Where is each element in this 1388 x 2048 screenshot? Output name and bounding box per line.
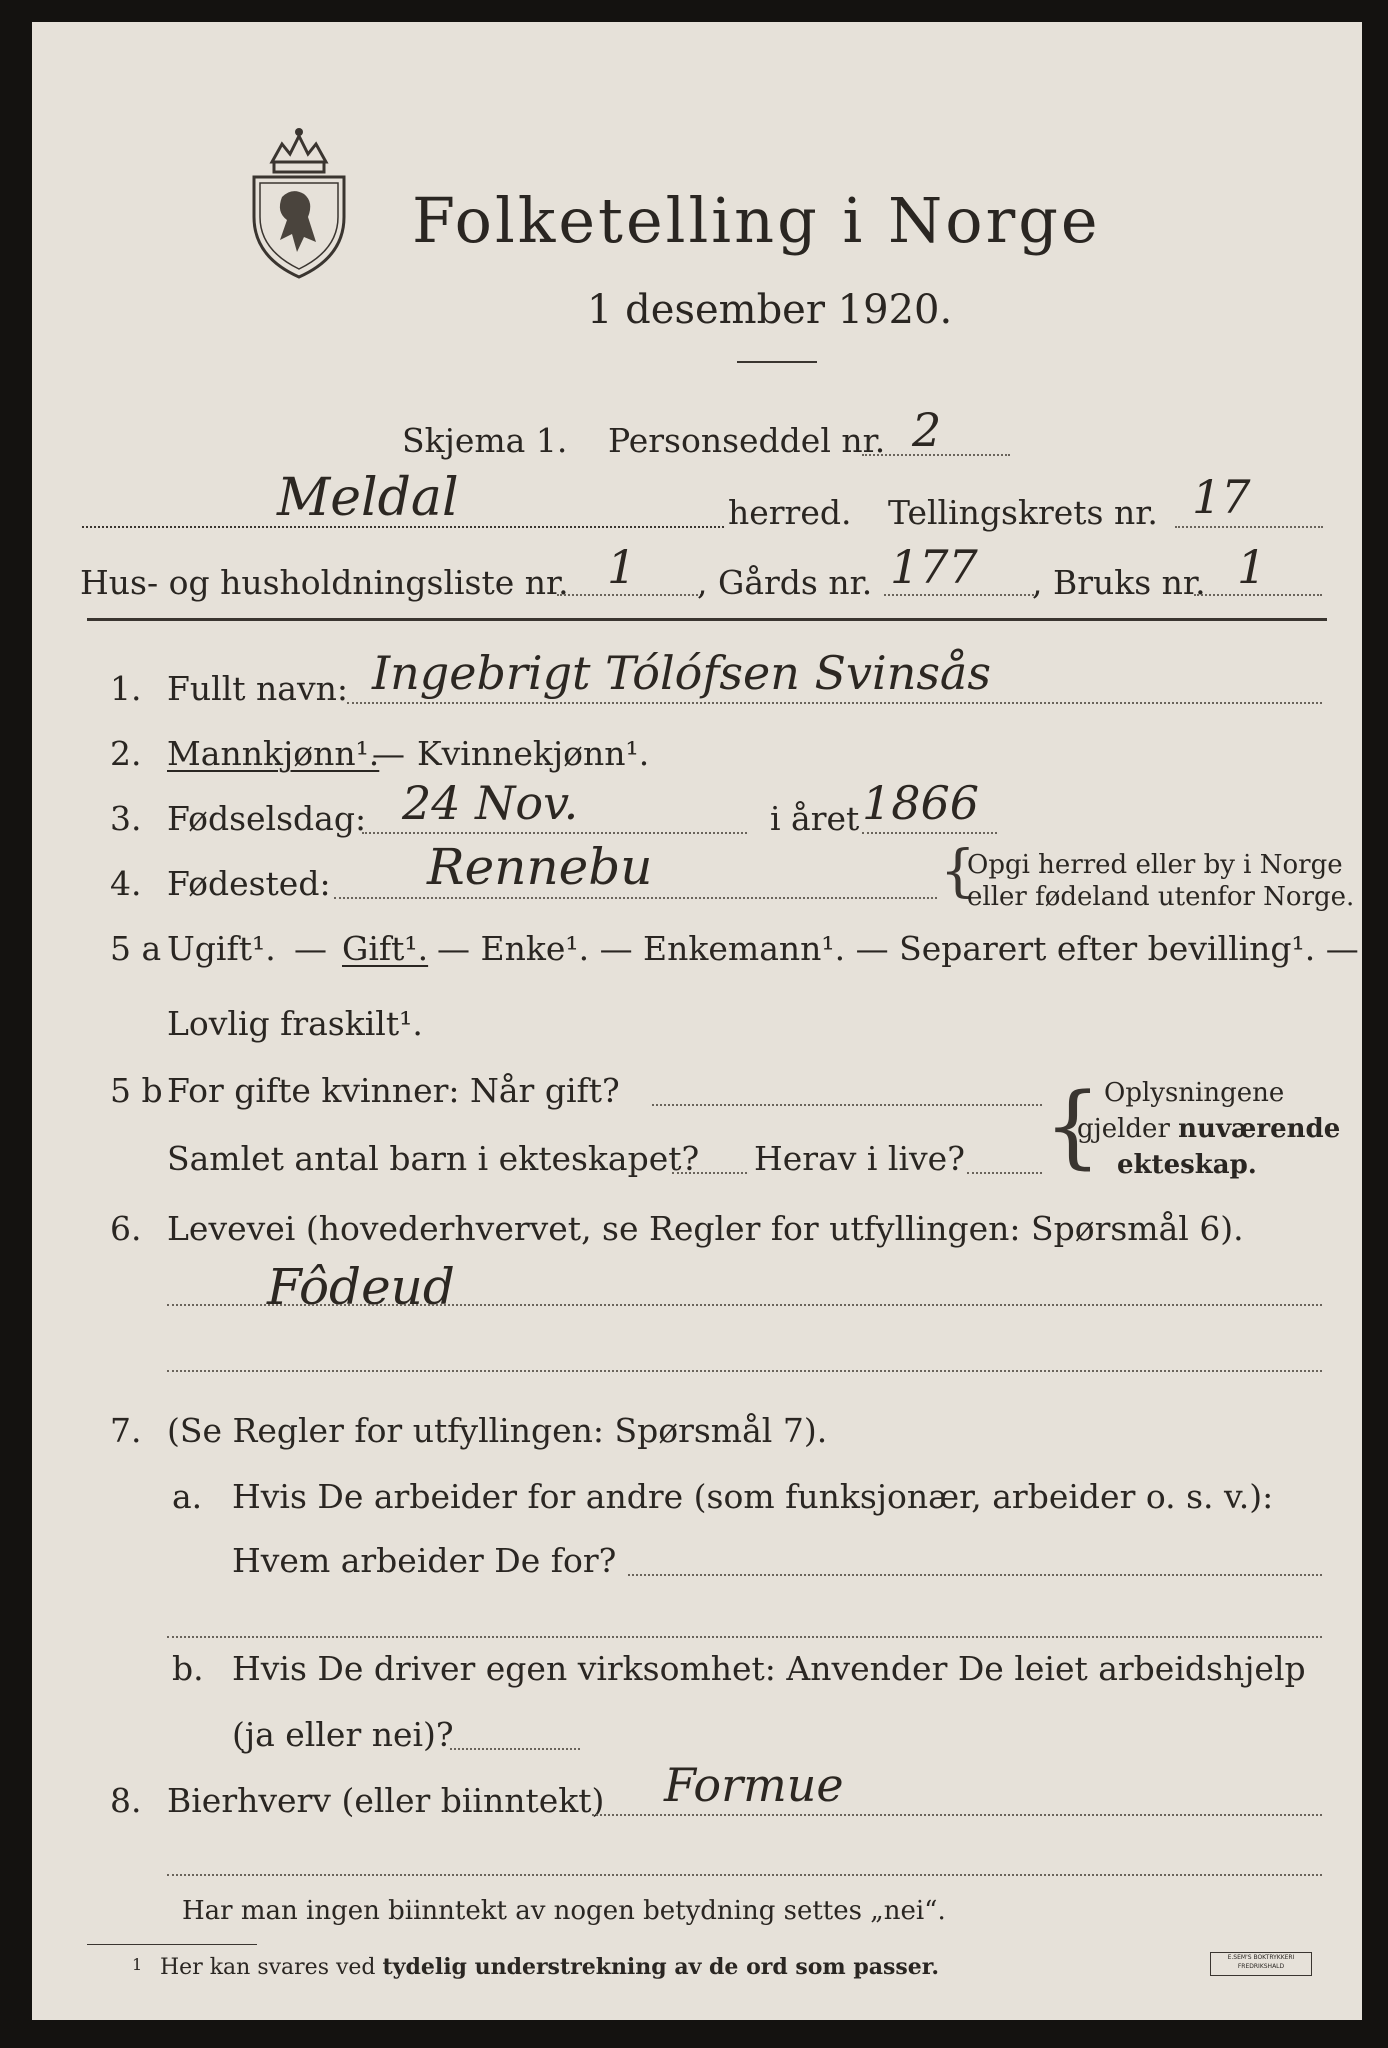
alive-label: Herav i live? [754, 1139, 965, 1178]
footnote-text-a: Her kan svares ved [160, 1955, 383, 1980]
q7b-question: (ja eller nei)? [232, 1715, 454, 1754]
herred-value: Meldal [277, 468, 459, 528]
q7a-letter: a. [172, 1477, 203, 1516]
unmarried-option: Ugift¹. [167, 929, 276, 968]
occupation-line-1 [167, 1304, 1322, 1306]
q1-line [347, 702, 1322, 704]
q3-label: Fødselsdag: [167, 799, 367, 838]
no-income-note: Har man ingen biinntekt av nogen betydning settes „nei“. [182, 1896, 946, 1926]
q8-label: Bierhverv (eller biinntekt) [167, 1781, 605, 1820]
birth-year-value: 1866 [862, 776, 980, 830]
side-income-line-1 [592, 1814, 1322, 1816]
tellingskrets-label: Tellingskrets nr. [888, 493, 1158, 532]
gards-value: 177 [890, 540, 978, 594]
alive-line [967, 1172, 1042, 1174]
children-line [672, 1172, 747, 1174]
birthplace-line [334, 897, 937, 899]
title-divider [737, 361, 817, 363]
census-form-sheet [32, 22, 1362, 2020]
q3-number: 3. [110, 799, 142, 838]
q5a-separator: — [294, 929, 327, 968]
birthday-line [362, 832, 747, 834]
q5b-brace: { [1044, 1074, 1102, 1179]
gards-line [884, 594, 1034, 596]
female-option: Kvinnekjønn¹. [417, 734, 650, 773]
male-option: Mannkjønn¹. [167, 734, 380, 773]
header-divider [87, 618, 1327, 621]
q7a-question: Hvem arbeider De for? [232, 1541, 617, 1580]
married-when-line [652, 1104, 1042, 1106]
children-label: Samlet antal barn i ekteskapet? [167, 1139, 700, 1178]
year-label: i året [770, 799, 860, 838]
married-option: Gift¹. [342, 929, 429, 968]
q2-number: 2. [110, 734, 142, 773]
q6-label: Levevei (hovederhvervet, se Regler for utfyllingen: Spørsmål 6). [167, 1209, 1244, 1248]
q2-separator: — [372, 734, 405, 773]
form-title: Folketelling i Norge [412, 184, 1101, 257]
personseddel-value: 2 [912, 403, 942, 457]
footnote-mark: 1 [132, 1955, 143, 1974]
employer-line-1 [628, 1574, 1322, 1576]
husholdning-label: Hus- og husholdningsliste nr. [80, 563, 569, 602]
q4-number: 4. [110, 864, 142, 903]
herred-label: herred. [728, 493, 852, 532]
married-when-label: For gifte kvinner: Når gift? [167, 1071, 620, 1110]
side-income-value: Formue [664, 1758, 844, 1812]
divorced-option: Lovlig fraskilt¹. [167, 1004, 423, 1043]
q7-label: (Se Regler for utfyllingen: Spørsmål 7). [167, 1411, 828, 1450]
husholdning-value: 1 [607, 540, 637, 594]
q7-number: 7. [110, 1411, 142, 1450]
birthplace-value: Rennebu [427, 838, 653, 896]
birthday-value: 24 Nov. [402, 776, 579, 830]
printer-stamp: E.SEM'S BOKTRYKKERI FREDRIKSHALD [1210, 1952, 1312, 1976]
hired-help-line [450, 1748, 580, 1750]
bruks-line [1194, 594, 1322, 596]
q7b-letter: b. [172, 1649, 204, 1688]
q4-brace: { [940, 839, 976, 904]
skjema-label: Skjema 1. [402, 421, 568, 460]
q5b-note-line2 [1077, 1116, 1340, 1142]
bruks-label: , Bruks nr. [1032, 563, 1206, 602]
personseddel-label: Personseddel nr. [608, 421, 886, 460]
q8-number: 8. [110, 1781, 142, 1820]
tellingskrets-line [1175, 526, 1323, 528]
coat-of-arms-icon [242, 122, 357, 282]
side-income-line-2 [167, 1874, 1322, 1876]
occupation-value: Fôdeud [267, 1258, 455, 1316]
q5a-number: 5 a [110, 929, 162, 968]
q5a-other-options: — Enke¹. — Enkemann¹. — Separert efter bevilling¹. — [437, 929, 1359, 968]
q5b-note-line1: Oplysningene [1104, 1078, 1285, 1108]
footnote-divider [87, 1944, 257, 1945]
year-line [862, 832, 997, 834]
q7a-text: Hvis De arbeider for andre (som funksjonær, arbeider o. s. v.): [232, 1477, 1274, 1516]
footnote-text-b: tydelig understrekning av de ord som passer. [382, 1954, 940, 1980]
q5b-number: 5 b [110, 1071, 163, 1110]
bruks-value: 1 [1237, 540, 1267, 594]
full-name-value: Ingebrigt Tólófsen Svinsås [372, 646, 991, 700]
occupation-line-2 [167, 1370, 1322, 1372]
q5b-note-line2a: gjelder [1077, 1114, 1179, 1144]
q4-note-line1: Opgi herred eller by i Norge [967, 850, 1343, 880]
husholdning-line [557, 594, 702, 596]
q4-note-line2: eller fødeland utenfor Norge. [967, 882, 1355, 912]
q4-label: Fødested: [167, 864, 331, 903]
q1-label: Fullt navn: [167, 669, 348, 708]
q7b-text: Hvis De driver egen virksomhet: Anvender De leiet arbeidshjelp [232, 1649, 1306, 1688]
form-date: 1 desember 1920. [587, 287, 953, 333]
q5b-note-line3: ekteskap. [1117, 1150, 1257, 1180]
footnote-text [160, 1956, 939, 1979]
q1-number: 1. [110, 669, 142, 708]
tellingskrets-value: 17 [1192, 470, 1251, 524]
q5b-note-current: nuværende [1178, 1114, 1341, 1144]
employer-line-2 [167, 1636, 1322, 1638]
gards-label: , Gårds nr. [697, 563, 873, 602]
q6-number: 6. [110, 1209, 142, 1248]
